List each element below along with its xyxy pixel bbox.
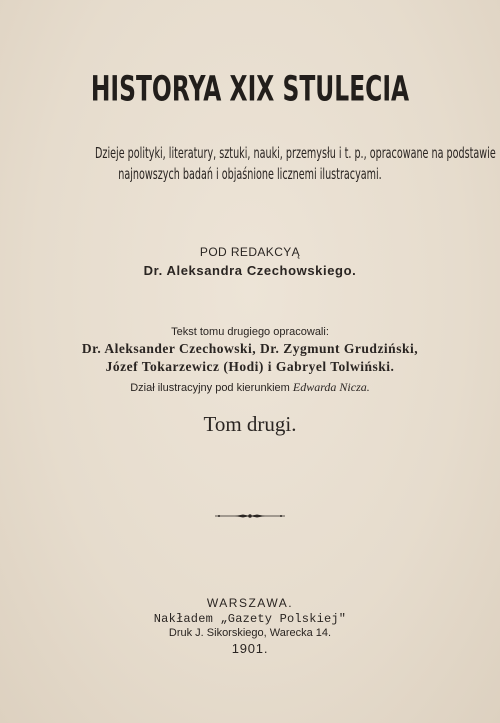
- subtitle-line-1: Dzieje polityki, literatury, sztuki, nauki, przemysłu i t. p., opracowane na podstawie: [95, 144, 496, 162]
- illustration-credit: [0, 380, 500, 395]
- illustration-director: Edwarda Nicza.: [292, 380, 370, 394]
- editor-name: Dr. Aleksandra Czechowskiego.: [143, 263, 357, 278]
- illustration-label: Dział ilustracyjny pod kierunkiem: [130, 382, 290, 394]
- publisher: Nakładem „Gazety Polskiej": [153, 612, 347, 626]
- publication-year: 1901.: [231, 641, 269, 656]
- subtitle-line-2: najnowszych badań i objaśnione licznemi ilustracyami.: [118, 165, 382, 183]
- book-title: HISTORYA XIX STULECIA: [90, 69, 410, 110]
- ornament-divider-icon: [215, 513, 285, 519]
- city: WARSZAWA.: [206, 596, 294, 610]
- authors-line-2: Józef Tokarzewicz (Hodi) i Gabryel Tolwiński.: [105, 359, 395, 374]
- prepared-by-label: Tekst tomu drugiego opracowali:: [171, 326, 329, 338]
- editor-label: POD REDAKCYĄ: [199, 245, 301, 259]
- authors-line-1: Dr. Aleksander Czechowski, Dr. Zygmunt Grudziński,: [81, 341, 419, 356]
- printer: Druk J. Sikorskiego, Warecka 14.: [168, 627, 332, 639]
- volume-label: Tom drugi.: [203, 412, 297, 436]
